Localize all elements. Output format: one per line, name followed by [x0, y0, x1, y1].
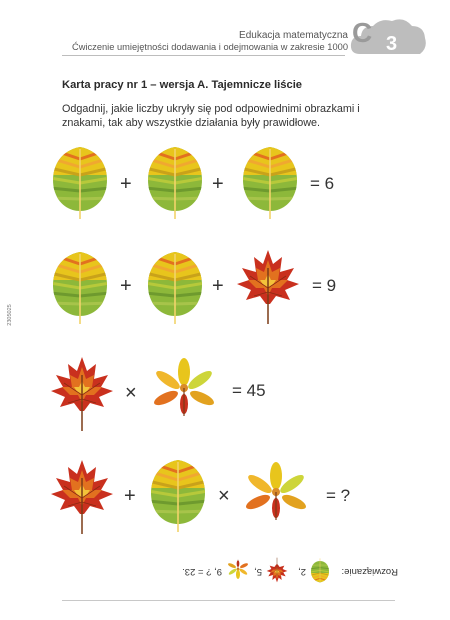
solution-maple-value: 5, [254, 566, 262, 577]
solution-label: Rozwiązanie: [341, 566, 398, 577]
upside-down-solution [182, 555, 400, 587]
green-leaf-icon [145, 250, 205, 325]
chestnut-leaf-icon [240, 462, 312, 522]
plus-operator: + [212, 275, 224, 297]
maple-leaf-icon [50, 458, 114, 536]
equation-result: = 9 [312, 276, 337, 295]
green-leaf-icon [145, 145, 205, 220]
chestnut-leaf-icon [148, 358, 220, 418]
subject-title: Edukacja matematyczna [239, 30, 348, 41]
solution-chestnut-value: 9, ? = 23. [182, 566, 222, 577]
topic-title: Ćwiczenie umiejętności dodawania i odejmowania w zakresie 1000 [72, 42, 348, 52]
multiply-operator: × [125, 382, 137, 404]
green-leaf-icon [148, 458, 208, 533]
worksheet-title: Karta pracy nr 1 – wersja A. Tajemnicze liście [62, 79, 303, 91]
side-code: 2305025 [7, 304, 13, 326]
maple-leaf-mini-icon [266, 557, 288, 583]
badge-number: 3 [386, 33, 398, 55]
maple-leaf-icon [236, 248, 300, 326]
footer-divider [62, 600, 395, 601]
plus-operator: + [124, 485, 136, 507]
section-badge [348, 14, 428, 58]
solution-green-value: 2, [298, 566, 306, 577]
plus-operator: + [120, 275, 132, 297]
instructions: Odgadnij, jakie liczby ukryły się pod odpowiednimi obrazkami i znakami, tak aby wszystkie działania były prawidłowe. [62, 103, 360, 129]
equation-result: = 45 [232, 381, 266, 400]
plus-operator: + [212, 173, 224, 195]
green-leaf-icon [50, 250, 110, 325]
equation-result: = ? [326, 486, 351, 505]
maple-leaf-icon [50, 355, 114, 433]
green-leaf-icon [240, 145, 300, 220]
multiply-operator: × [218, 485, 230, 507]
badge-letter: C [352, 17, 373, 48]
green-leaf-icon [50, 145, 110, 220]
chestnut-leaf-mini-icon [226, 559, 250, 579]
plus-operator: + [120, 173, 132, 195]
equation-result: = 6 [310, 174, 335, 193]
header-divider [62, 55, 345, 56]
green-leaf-mini-icon [310, 558, 330, 583]
